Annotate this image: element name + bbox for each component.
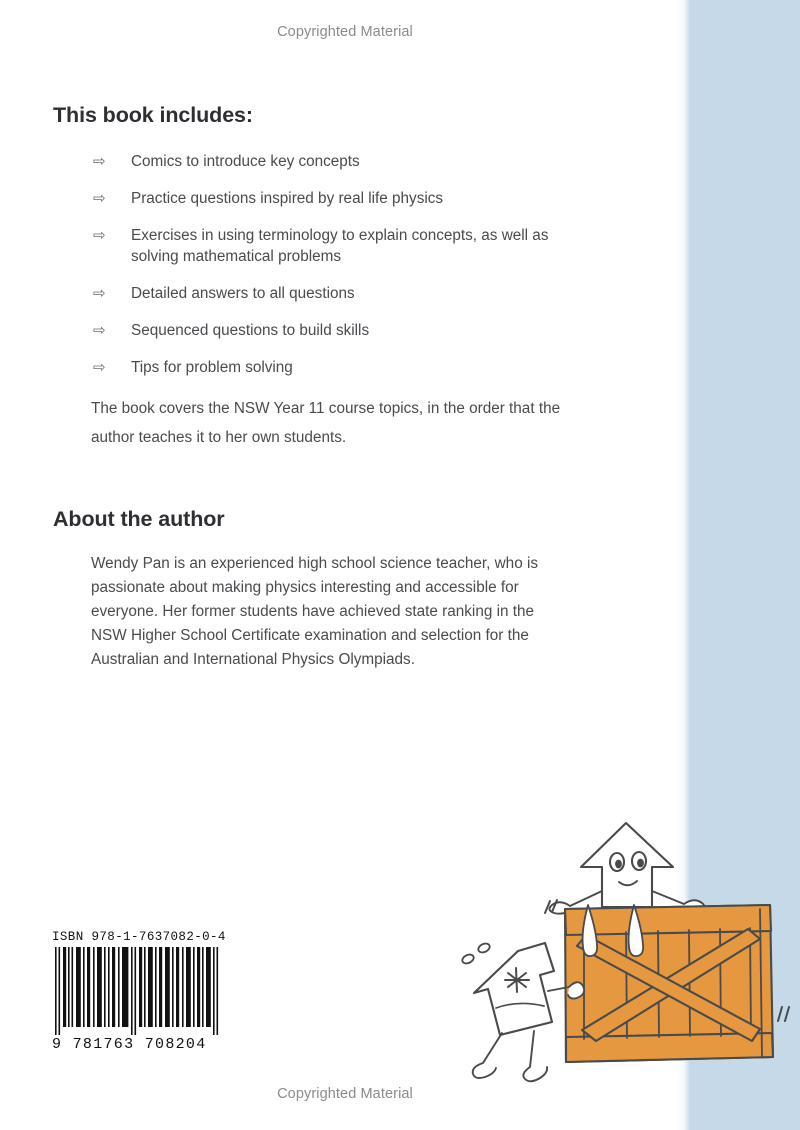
list-item-label: Practice questions inspired by real life physics: [131, 190, 444, 207]
list-item: [53, 320, 593, 341]
arrow-right-icon: ⇨: [93, 190, 106, 207]
list-item-label: Sequenced questions to build skills: [131, 322, 370, 339]
arrow-right-icon: ⇨: [93, 359, 106, 376]
list-item-label: Comics to introduce key concepts: [131, 153, 360, 170]
copyright-notice-top: Copyrighted Material: [277, 24, 413, 40]
arrow-right-icon: ⇨: [93, 285, 106, 302]
motion-mark-right: [778, 1007, 789, 1021]
arrow-characters-crate-illustration: [430, 805, 800, 1095]
list-item: [53, 357, 593, 378]
this-book-includes-heading: This book includes:: [53, 103, 253, 127]
list-item-label: Exercises in using terminology to explain concepts, as well as solving mathematical problems: [131, 227, 549, 265]
list-item: [53, 225, 593, 267]
arrow-right-icon: ⇨: [93, 227, 106, 244]
list-item: [53, 151, 593, 172]
about-the-author-heading: About the author: [53, 507, 225, 531]
isbn-barcode-block: [52, 930, 228, 1053]
list-item: [53, 283, 593, 304]
barcode-digits: 9 781763 708204: [52, 1036, 207, 1053]
includes-list: [53, 151, 593, 378]
course-coverage-paragraph: The book covers the NSW Year 11 course topics, in the order that the author teaches it to her own students.: [91, 400, 561, 446]
wooden-crate: [565, 905, 773, 1062]
arrow-right-icon: ⇨: [93, 322, 106, 339]
cover-text-content: [53, 103, 593, 672]
list-item-label: Tips for problem solving: [131, 359, 293, 376]
big-arrow-character: [549, 823, 704, 914]
arrow-right-icon: ⇨: [93, 153, 106, 170]
barcode-image: [52, 947, 222, 1035]
copyright-notice-bottom: Copyrighted Material: [277, 1086, 413, 1102]
author-biography-paragraph: Wendy Pan is an experienced high school science teacher, who is passionate about making physics interesting and accessible for everyone. Her former students have achieved state ranking in the NSW Higher School Certificate examination and selection for the Australian and International Physics Olympiads.: [91, 555, 538, 668]
list-item: [53, 188, 593, 209]
list-item-label: Detailed answers to all questions: [131, 285, 355, 302]
isbn-label: ISBN 978-1-7637082-0-4: [52, 930, 226, 944]
